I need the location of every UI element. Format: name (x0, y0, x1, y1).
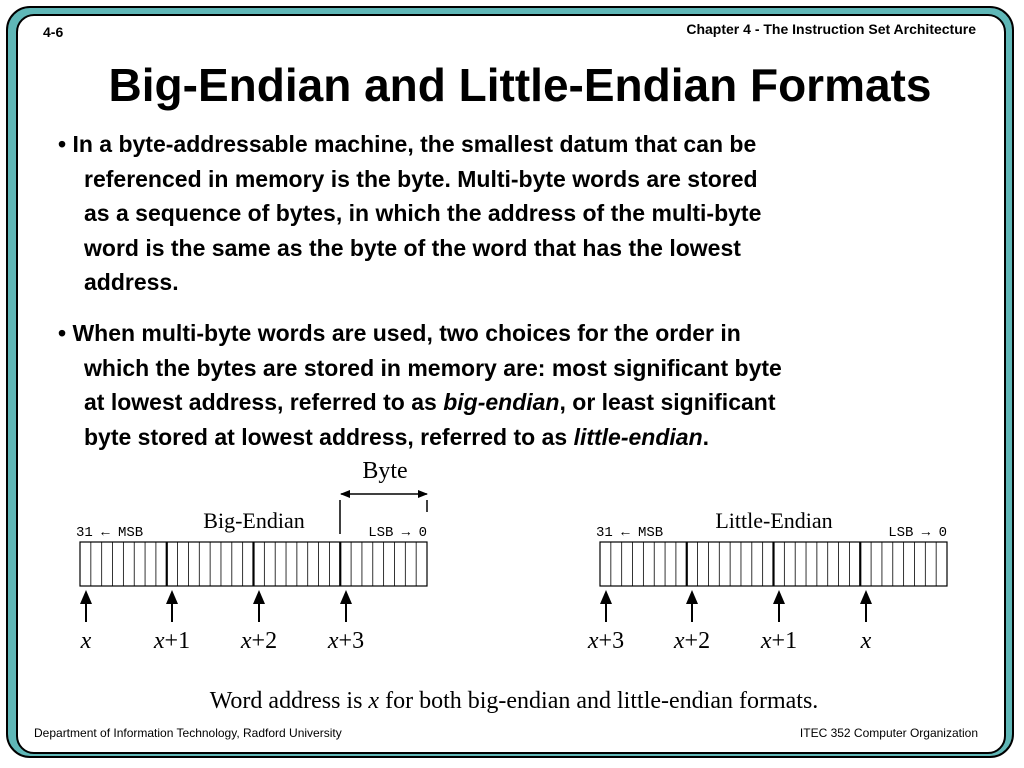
bit-register (600, 542, 947, 586)
address-label: x+2 (673, 628, 711, 654)
bullet-text: at lowest address, referred to as (84, 389, 444, 415)
little-endian-label: Little-Endian (715, 508, 833, 533)
chapter-title: Chapter 4 - The Instruction Set Architecture (686, 21, 976, 37)
bullet-line: • In a byte-addressable machine, the smallest datum that can be (58, 131, 757, 157)
footer-course: ITEC 352 Computer Organization (799, 726, 978, 740)
big-endian-label: Big-Endian (203, 508, 305, 533)
diagram-caption: Word address is x for both big-endian and little-endian formats. (209, 688, 819, 714)
address-label: x+1 (153, 628, 191, 654)
lsb-label: LSB → 0 (368, 525, 427, 541)
arrow-head (253, 590, 265, 604)
little-endian-diagram (587, 508, 947, 654)
arrow-head (340, 590, 352, 604)
bullet-line (58, 420, 958, 455)
address-label: x (80, 628, 92, 654)
slide-number: 4-6 (43, 24, 64, 40)
bit-register (80, 542, 427, 586)
arrow-head (80, 590, 92, 604)
big-endian-diagram (76, 508, 427, 654)
bullet-line (58, 385, 958, 420)
slide-title: Big-Endian and Little-Endian Formats (108, 59, 932, 111)
bullet-multi-byte (58, 316, 958, 454)
bullet-line: as a sequence of bytes, in which the address of the multi-byte (84, 200, 762, 226)
bullet-byte-addressable (58, 127, 958, 300)
address-label: x (860, 628, 872, 654)
address-arrows (80, 590, 352, 622)
bullet-text: byte stored at lowest address, referred to as (84, 423, 574, 450)
msb-label: 31 ← MSB (596, 525, 664, 541)
arrow-head (773, 590, 785, 604)
arrow-head (860, 590, 872, 604)
lsb-label: LSB → 0 (888, 525, 947, 541)
bullet-line: which the bytes are stored in memory are: most significant byte (84, 354, 782, 381)
arrow-head (686, 590, 698, 604)
address-label: x+3 (327, 628, 365, 654)
footer-department: Department of Information Technology, Radford University (34, 726, 342, 740)
big-endian-term: big-endian (443, 389, 560, 415)
bullet-line: • When multi-byte words are used, two choices for the order in (58, 320, 741, 346)
bullet-text: . (702, 423, 710, 450)
address-label: x+3 (587, 628, 625, 654)
bullet-line: word is the same as the byte of the word that has the lowest (84, 234, 741, 261)
arrow-head (600, 590, 612, 604)
byte-label: Byte (362, 458, 408, 484)
address-label: x+1 (760, 628, 798, 654)
msb-label: 31 ← MSB (76, 525, 144, 541)
bullet-line: address. (84, 269, 179, 295)
bullet-text: , or least significant (559, 389, 776, 415)
bullet-line: referenced in memory is the byte. Multi-byte words are stored (84, 165, 758, 192)
little-endian-term: little-endian (573, 423, 703, 450)
address-arrows (600, 590, 872, 622)
arrow-head (166, 590, 178, 604)
endian-diagram (0, 450, 1024, 720)
address-label: x+2 (240, 628, 278, 654)
